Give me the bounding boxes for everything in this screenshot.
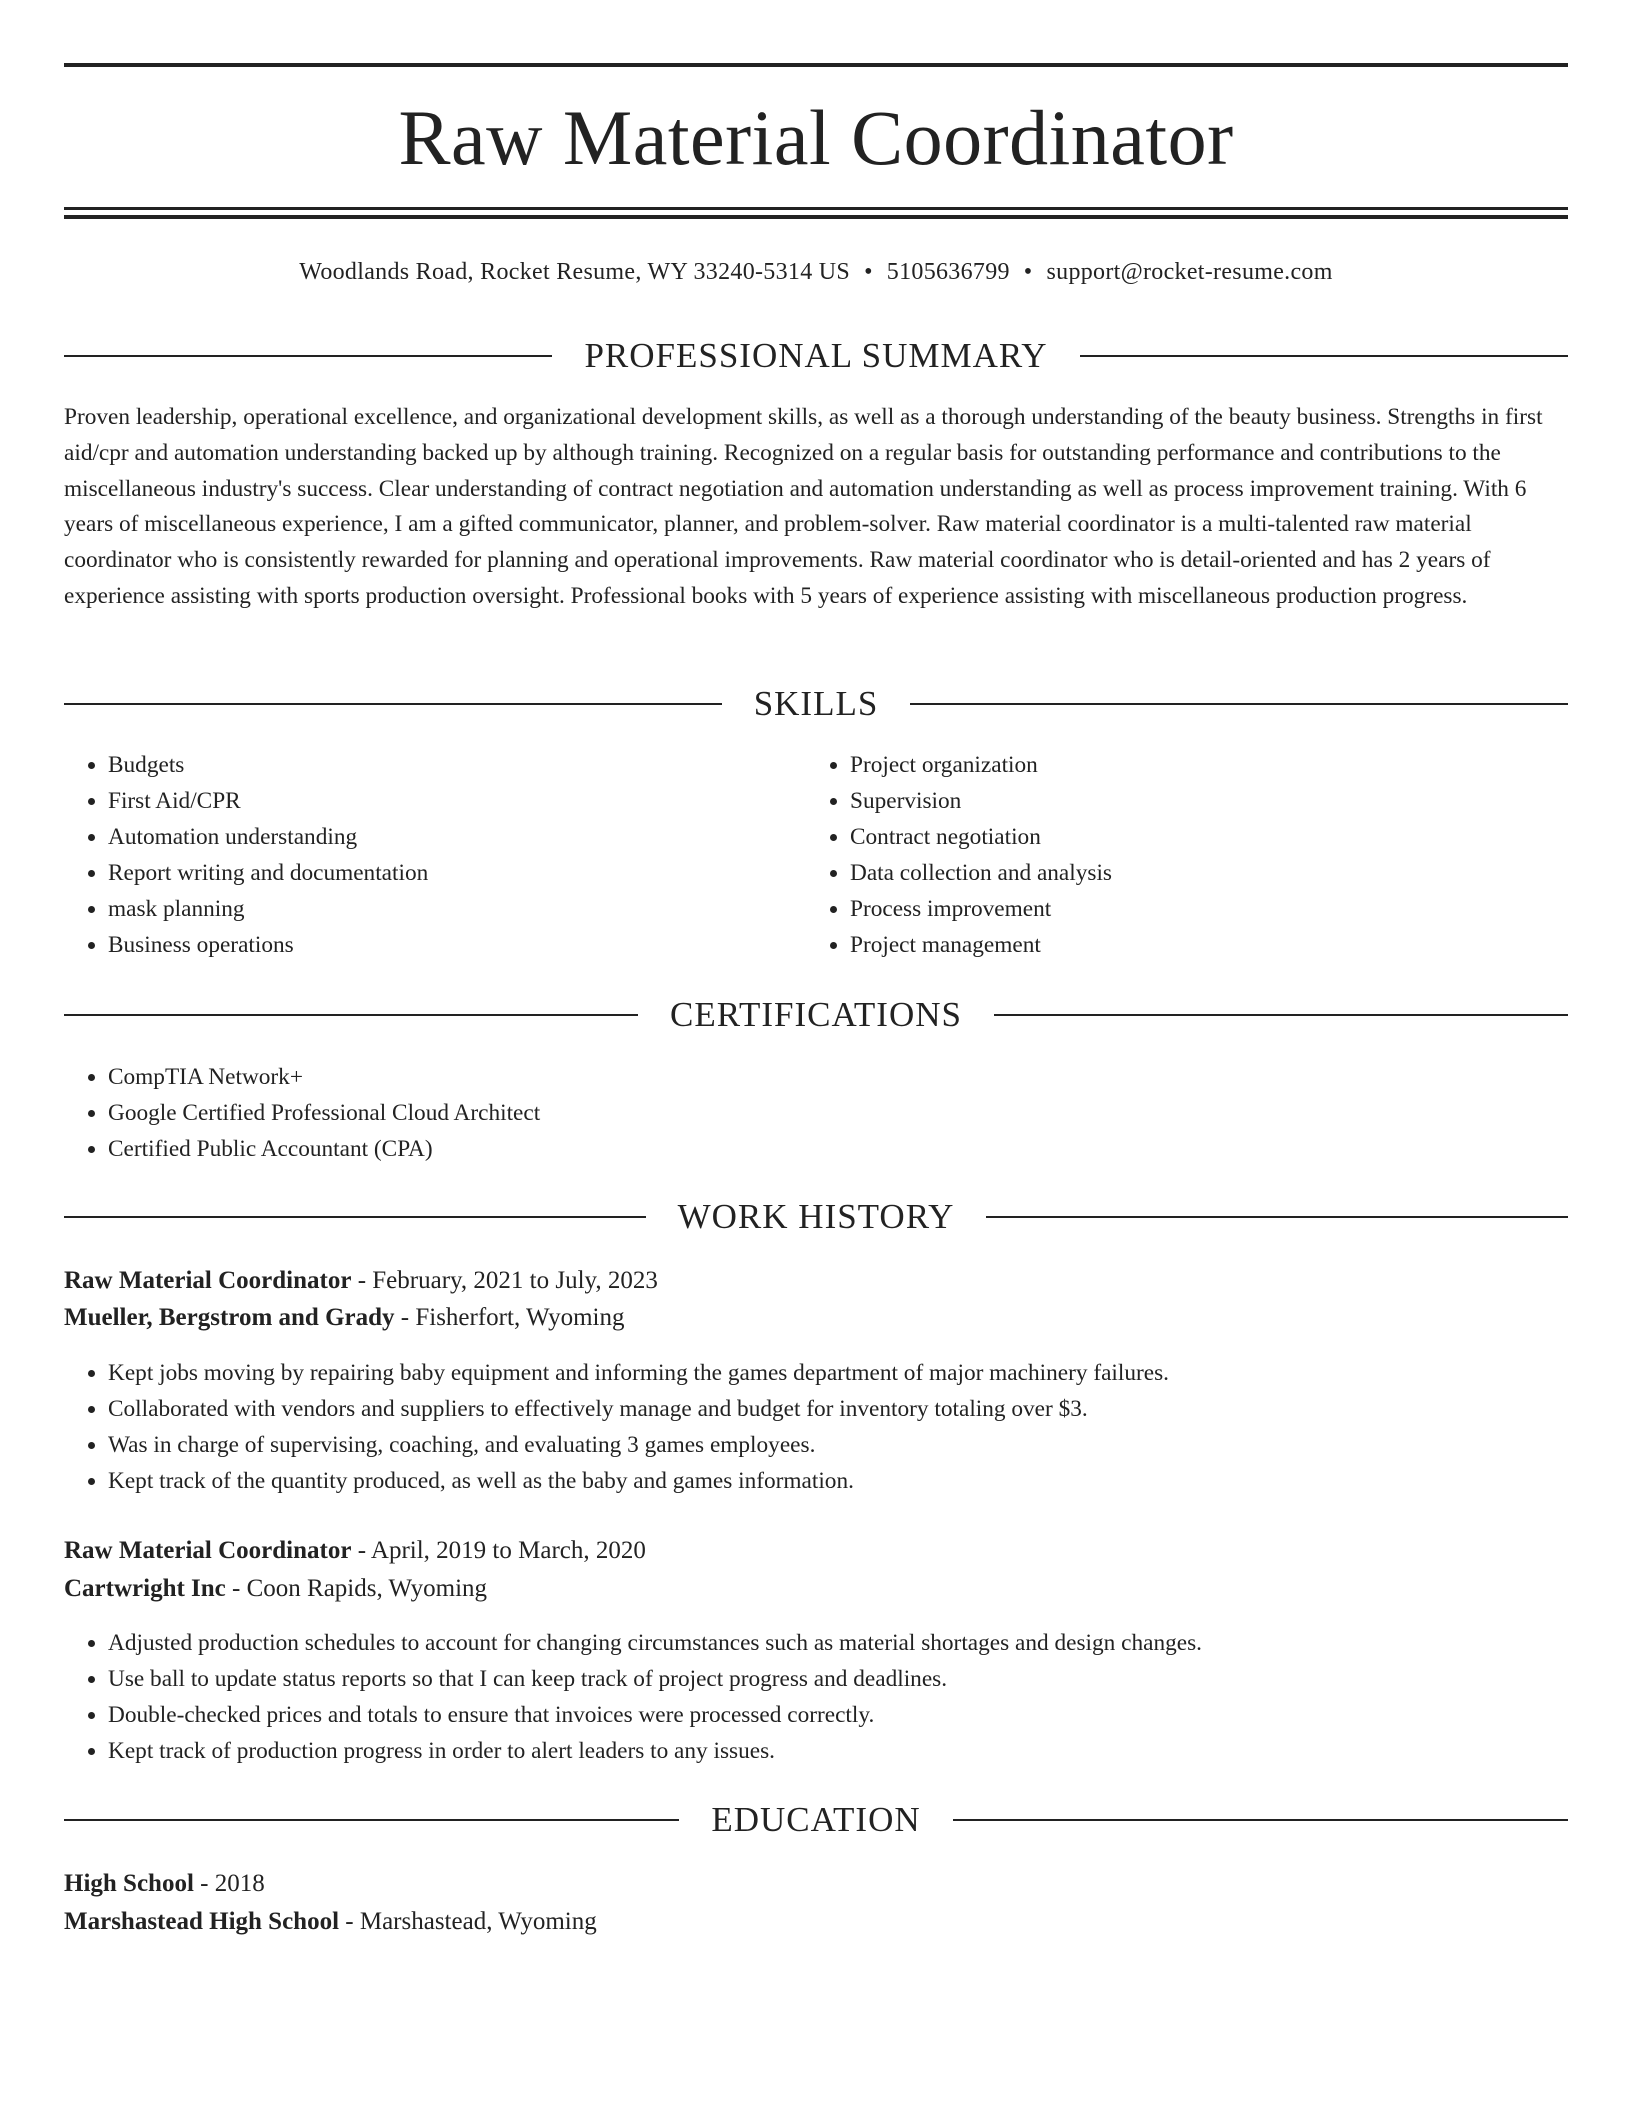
contact-line [64, 255, 1568, 289]
job-bullet: • Kept jobs moving by repairing baby equipment and informing the games department of major machinery failures. [108, 1355, 1588, 1391]
job-company-line [64, 1300, 625, 1336]
heading-line [64, 1819, 679, 1821]
job-location: - Fisherfort, Wyoming [394, 1304, 625, 1331]
job-bullet: • Was in charge of supervising, coaching, and evaluating 3 games employees. [108, 1427, 1588, 1463]
header-rule-1 [64, 207, 1568, 210]
job-company: Cartwright Inc [64, 1575, 226, 1602]
job-bullet: • Double-checked prices and totals to ensure that invoices were processed correctly. [108, 1697, 1588, 1733]
skill-item: • Project management [850, 927, 1550, 963]
contact-separator: • [1023, 259, 1033, 285]
education-school-line [64, 1904, 597, 1940]
skill-item: • Report writing and documentation [108, 855, 808, 891]
job-bullet: • Kept track of production progress in order to alert leaders to any issues. [108, 1733, 1588, 1769]
header-top-rule [64, 63, 1568, 67]
education-degree-line [64, 1866, 265, 1902]
education-school: Marshastead High School [64, 1908, 340, 1935]
skill-item: • Automation understanding [108, 819, 808, 855]
skill-item: • Budgets [108, 747, 808, 783]
skill-item: • Data collection and analysis [850, 855, 1550, 891]
job-company: Mueller, Bergstrom and Grady [64, 1304, 395, 1331]
job-bullet: • Collaborated with vendors and suppliers to effectively manage and budget for inventory totaling over $3. [108, 1391, 1588, 1427]
contact-email: support@rocket-resume.com [1046, 259, 1333, 285]
summary-text: Proven leadership, operational excellence, and organizational development skills, as well as a thorough understanding of the beauty business. Strengths in first aid/cpr and automation understanding backed up by although training. Recognized on a regular basis for outstanding performance and contributions to the miscellaneous industry's success. Clear understanding of contract negotiation and automation understanding as well as process improvement training. With 6 years of miscellaneous experience, I am a gifted communicator, planner, and problem-solver. Raw material coordinator is a multi-talented raw material coordinator who is consistently rewarded for planning and operational improvements. Raw material coordinator who is detail-oriented and has 2 years of experience assisting with sports production oversight. Professional books with 5 years of experience assisting with miscellaneous production progress. [64, 404, 1543, 609]
job-bullets [64, 1355, 1588, 1499]
skill-item: • Supervision [850, 783, 1550, 819]
job-company-line [64, 1571, 487, 1607]
education-location: - Marshastead, Wyoming [339, 1908, 597, 1935]
skills-list-left [64, 747, 808, 963]
skill-item: • mask planning [108, 891, 808, 927]
certifications-list [64, 1059, 1508, 1167]
heading-line [953, 1819, 1568, 1821]
job-location: - Coon Rapids, Wyoming [225, 1575, 488, 1602]
job-title: Raw Material Coordinator [64, 1267, 352, 1294]
heading-line [64, 1216, 646, 1218]
job-title-line [64, 1533, 646, 1569]
job-bullet: • Adjusted production schedules to account for changing circumstances such as material shortages and design changes. [108, 1625, 1588, 1661]
job-title: Raw Material Coordinator [64, 1537, 352, 1564]
job-bullets [64, 1625, 1588, 1769]
section-heading-skills [64, 682, 1568, 726]
job-dates: - February, 2021 to July, 2023 [351, 1267, 658, 1294]
certification-item: • CompTIA Network+ [108, 1059, 1508, 1095]
section-heading-summary [64, 334, 1568, 378]
skill-item: • Contract negotiation [850, 819, 1550, 855]
job-title-line [64, 1263, 658, 1299]
contact-phone: 5105636799 [886, 259, 1010, 285]
job-bullet: • Kept track of the quantity produced, as well as the baby and games information. [108, 1463, 1588, 1499]
skill-item: • Process improvement [850, 891, 1550, 927]
heading-line [64, 1014, 638, 1016]
section-title: EDUCATION [711, 1800, 921, 1839]
heading-line [1080, 355, 1568, 357]
heading-line [64, 355, 552, 357]
skills-list-right [806, 747, 1550, 963]
heading-line [64, 703, 722, 705]
contact-address: Woodlands Road, Rocket Resume, WY 33240-5314 US [299, 259, 851, 285]
candidate-name: Raw Material Coordinator [398, 94, 1234, 181]
header-rule-2 [64, 215, 1568, 219]
section-heading-education [64, 1798, 1568, 1842]
section-title: PROFESSIONAL SUMMARY [584, 336, 1048, 375]
job-dates: - April, 2019 to March, 2020 [351, 1537, 646, 1564]
education-year: - 2018 [193, 1870, 265, 1897]
section-heading-certifications [64, 993, 1568, 1037]
job-bullet: • Use ball to update status reports so that I can keep track of project progress and deadlines. [108, 1661, 1588, 1697]
certification-item: • Certified Public Accountant (CPA) [108, 1131, 1508, 1167]
skill-item: • First Aid/CPR [108, 783, 808, 819]
section-title: CERTIFICATIONS [670, 995, 962, 1034]
section-heading-work-history [64, 1195, 1568, 1239]
skill-item: • Project organization [850, 747, 1550, 783]
heading-line [986, 1216, 1568, 1218]
contact-separator: • [864, 259, 873, 285]
skill-item: • Business operations [108, 927, 808, 963]
section-title: WORK HISTORY [677, 1197, 955, 1236]
section-title: SKILLS [753, 684, 879, 723]
education-degree: High School [64, 1870, 194, 1897]
certification-item: • Google Certified Professional Cloud Architect [108, 1095, 1508, 1131]
heading-line [910, 703, 1568, 705]
heading-line [994, 1014, 1568, 1016]
